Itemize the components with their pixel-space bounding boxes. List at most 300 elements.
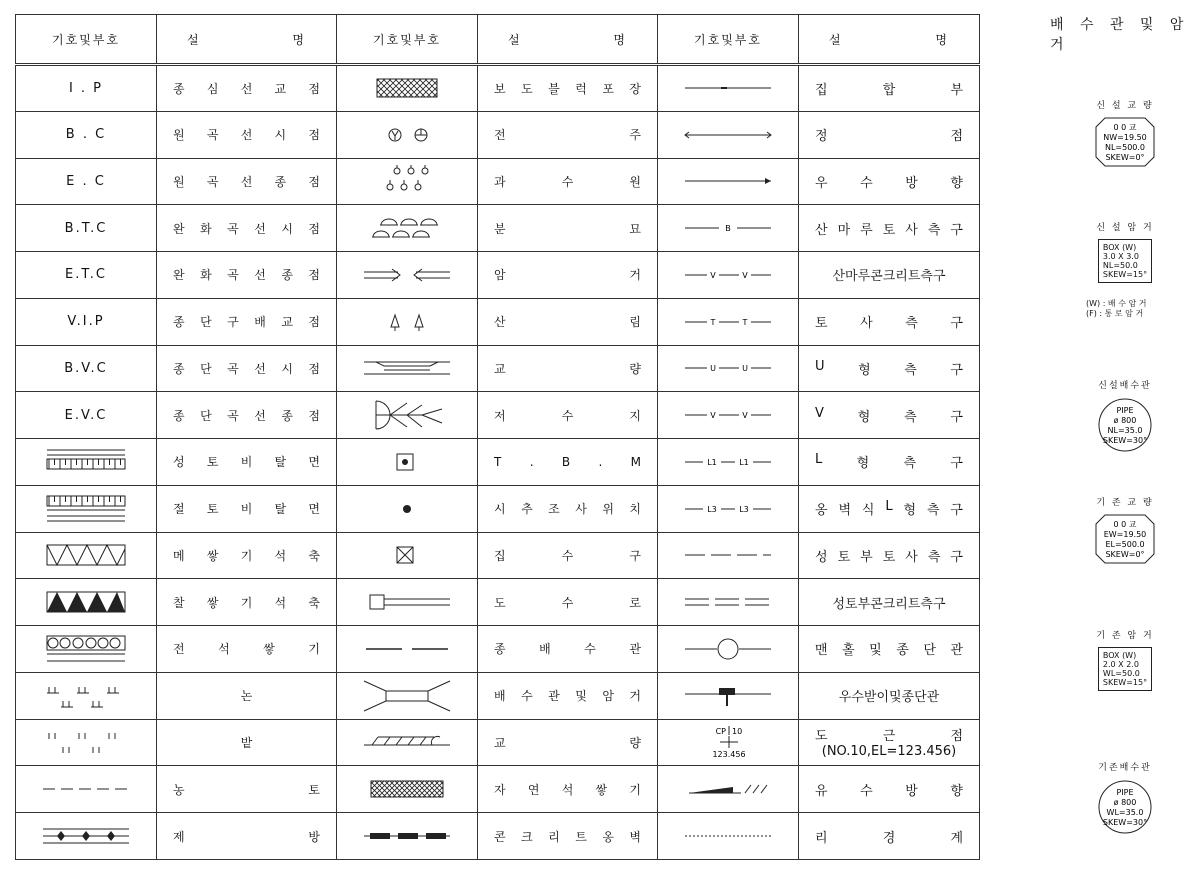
description-char: 기	[240, 548, 253, 563]
symbol-cell	[658, 158, 799, 205]
description-char: 점	[308, 174, 320, 189]
line-label: L3	[707, 504, 717, 514]
mark-line: ø 800	[1113, 798, 1137, 807]
symbol-code: B.V.C	[64, 360, 108, 376]
description-char: 측	[903, 456, 917, 472]
table-row	[16, 532, 980, 579]
header-desc: 설 명	[157, 15, 337, 65]
description-cell	[478, 345, 658, 392]
description-char: 측	[904, 409, 917, 425]
description-char: 측	[905, 316, 918, 332]
symbol-cell	[16, 439, 157, 486]
description-char: 리	[815, 830, 828, 846]
mark-line: SKEW=30°	[1102, 818, 1148, 827]
table-row	[16, 111, 980, 158]
description-char: 수	[561, 408, 574, 423]
description-char: 자	[494, 782, 506, 797]
description-char: 크	[521, 829, 533, 844]
table-row	[16, 766, 980, 813]
description-char: 종	[281, 268, 293, 283]
hexagon-icon	[1095, 117, 1155, 167]
description-char: 수	[561, 595, 574, 610]
mark-line: NL=35.0	[1107, 426, 1143, 435]
description-char: 석	[274, 548, 287, 563]
description-char: 전	[173, 642, 185, 657]
description-char: 종	[173, 81, 185, 96]
description-char: 형	[857, 409, 871, 425]
new-culvert-legend	[1060, 220, 1190, 319]
symbol-cell	[337, 111, 478, 158]
cp-elevation: 123.456	[712, 750, 746, 760]
description-char: 구	[950, 362, 963, 378]
mark-line: NL=500.0	[1104, 143, 1146, 152]
symbol-cell	[16, 65, 157, 112]
description-char: 종	[896, 643, 909, 659]
description-cell	[478, 579, 658, 626]
description-char: 집	[815, 82, 828, 98]
description-char: 루	[860, 222, 873, 238]
description-cell	[478, 205, 658, 252]
description-cell	[478, 111, 658, 158]
description-char: 석	[561, 782, 574, 797]
description-char: 연	[527, 782, 540, 797]
description-char: 량	[629, 361, 641, 376]
symbol-cell	[16, 813, 157, 860]
description-cell	[478, 252, 658, 299]
description-cell	[799, 485, 980, 532]
description-cell	[157, 532, 337, 579]
description-char: 쌓	[206, 548, 219, 563]
description-char: 근	[882, 729, 896, 745]
mark-line: PIPE	[1116, 788, 1134, 797]
description-char: 배	[539, 642, 551, 657]
symbol-cell	[337, 672, 478, 719]
description-char: 기	[308, 642, 320, 657]
description-char: 쌓	[206, 595, 219, 610]
description-char: 원	[173, 174, 185, 189]
description-cell	[799, 158, 980, 205]
old-culvert-legend	[1060, 628, 1190, 691]
mark-line: SKEW=15°	[1102, 270, 1148, 279]
description-char: 부	[860, 549, 873, 565]
symbol-cell	[658, 719, 799, 766]
symbol-cell	[16, 626, 157, 673]
symbol-cell	[337, 65, 478, 112]
description-char: 거	[629, 268, 641, 283]
mark-line: NL=50.0	[1102, 261, 1138, 270]
symbol-cell	[16, 719, 157, 766]
description-char: 구	[950, 503, 963, 519]
description-char: 완	[173, 221, 185, 236]
description-cell	[799, 672, 980, 719]
symbol-legend-table	[15, 14, 980, 860]
description-char: 트	[575, 829, 587, 844]
description-char: 벽	[629, 829, 641, 844]
symbol-cell	[658, 345, 799, 392]
description-char: 포	[602, 81, 614, 96]
symbol-cell	[658, 579, 799, 626]
description-char: 찰	[173, 595, 185, 610]
description-char: 형	[856, 456, 870, 472]
description-char: 종	[173, 315, 185, 330]
description-char: 방	[905, 783, 918, 799]
description-char: 집	[494, 548, 506, 563]
description-char: 구	[227, 315, 239, 330]
description-char: U	[815, 358, 825, 374]
mark-line: SKEW=0°	[1105, 153, 1145, 162]
symbol-cell	[337, 158, 478, 205]
symbol-cell	[337, 719, 478, 766]
description-char: 도	[815, 729, 828, 745]
table-row	[16, 579, 980, 626]
description-cell	[478, 719, 658, 766]
symbol-code: E.T.C	[65, 267, 107, 283]
header-desc: 설 명	[799, 15, 980, 65]
description-char: 선	[254, 268, 266, 283]
description-char: 암	[602, 689, 614, 704]
description-char: 관	[548, 689, 560, 704]
table-row	[16, 626, 980, 673]
description-char: 구	[950, 409, 963, 425]
symbol-cell	[337, 439, 478, 486]
description-char: 축	[308, 548, 320, 563]
symbol-cell	[658, 766, 799, 813]
box-culvert-mark	[1098, 647, 1152, 691]
mark-line: WL=50.0	[1102, 669, 1140, 678]
line-label: U	[710, 364, 716, 374]
description-char: 종	[274, 174, 287, 189]
description-char: 선	[254, 361, 266, 376]
symbol-cell	[16, 485, 157, 532]
description-char: 로	[629, 595, 641, 610]
description-char: 선	[240, 174, 253, 189]
description-char: 옹	[602, 829, 614, 844]
description-char: 곡	[206, 174, 219, 189]
symbol-cell	[16, 205, 157, 252]
description-cell	[478, 672, 658, 719]
description-char: 유	[815, 783, 828, 799]
old-bridge-legend	[1060, 495, 1190, 568]
description-char: 구	[950, 456, 963, 472]
description-char: 합	[882, 82, 896, 98]
description-char: 탈	[274, 455, 287, 470]
description-char: 단	[923, 643, 936, 659]
description-char: 경	[882, 830, 896, 846]
description-char: 선	[240, 128, 253, 143]
mark-line: SKEW=15°	[1102, 678, 1148, 687]
description-char: 리	[548, 829, 560, 844]
description-char: 단	[200, 361, 212, 376]
table-row	[16, 485, 980, 532]
symbol-cell	[658, 439, 799, 486]
description-char: 홀	[842, 643, 855, 659]
old-pipe-legend	[1060, 760, 1190, 839]
symbol-cell	[658, 485, 799, 532]
symbol-cell	[16, 579, 157, 626]
mark-line: EL=500.0	[1105, 540, 1145, 549]
symbol-cell	[16, 111, 157, 158]
line-label: V	[742, 270, 748, 280]
description-cell	[157, 626, 337, 673]
table-row	[16, 439, 980, 486]
description-char: 단	[200, 315, 212, 330]
symbol-cell	[658, 65, 799, 112]
description-char: 저	[494, 408, 506, 423]
description-char: 수	[860, 783, 873, 799]
description-char: 우	[815, 175, 828, 191]
new-bridge-legend	[1060, 98, 1190, 171]
description-char: 곡	[227, 408, 239, 423]
description-char: 사	[905, 549, 918, 565]
line-label: B	[725, 224, 731, 234]
description-char: 벽	[838, 503, 852, 519]
line-label: V	[710, 411, 716, 421]
description-cell	[478, 392, 658, 439]
description-char: 심	[206, 81, 219, 96]
description-cell	[157, 205, 337, 252]
description-cell	[157, 719, 337, 766]
description-char: 단	[200, 408, 212, 423]
description-char: 사	[860, 316, 873, 332]
description-char: 면	[308, 455, 320, 470]
description-char: 점	[308, 408, 320, 423]
description-char: 원	[173, 128, 185, 143]
new-pipe-legend	[1060, 378, 1190, 457]
symbol-cell	[337, 345, 478, 392]
description-char: 교	[274, 81, 287, 96]
description-char: 면	[308, 502, 320, 517]
description-char: M	[630, 454, 641, 469]
description-char: 점	[950, 729, 963, 745]
description-char: 메	[173, 548, 185, 563]
description-char: 배	[254, 315, 266, 330]
mark-line: 2.0 X 2.0	[1102, 660, 1139, 669]
mark-line: BOX (W)	[1102, 651, 1137, 660]
box-culvert-mark	[1098, 239, 1152, 283]
description-char: 정	[815, 129, 828, 145]
circle-pipe-icon	[1097, 397, 1153, 453]
description-char: 종	[173, 408, 185, 423]
description-char: 맨	[815, 643, 828, 659]
header-code: 기호및부호	[337, 15, 478, 65]
description-char: 전	[494, 128, 506, 143]
description-char: 조	[548, 502, 560, 517]
line-label: T	[742, 317, 748, 327]
symbol-cell	[658, 298, 799, 345]
description-char: 럭	[575, 81, 587, 96]
description-char: 량	[629, 735, 641, 750]
table-row	[16, 672, 980, 719]
description-char: 도	[494, 595, 506, 610]
symbol-code: B.T.C	[64, 220, 108, 236]
line-label: U	[742, 364, 748, 374]
description-char: 치	[629, 502, 641, 517]
description-char: 구	[629, 548, 641, 563]
table-row	[16, 345, 980, 392]
description-char: 구	[950, 316, 963, 332]
line-label: V	[742, 411, 748, 421]
description-char: 측	[927, 222, 941, 238]
table-row	[16, 813, 980, 860]
symbol-cell	[337, 392, 478, 439]
description-cell	[157, 65, 337, 112]
symbol-cell	[337, 485, 478, 532]
description-cell	[478, 813, 658, 860]
symbol-code: E . C	[66, 173, 106, 189]
table-row	[16, 298, 980, 345]
description-char: 장	[629, 81, 641, 96]
description-cell	[478, 158, 658, 205]
description-char: L	[815, 452, 823, 468]
description-char: 교	[494, 735, 506, 750]
mark-line: NW=19.50	[1103, 133, 1147, 142]
line-label: T	[710, 317, 716, 327]
description-char: 수	[561, 548, 574, 563]
description-cell	[157, 252, 337, 299]
description-char: 콘	[494, 829, 506, 844]
table-row	[16, 205, 980, 252]
description-char: 사	[905, 222, 918, 238]
header-code: 기호및부호	[16, 15, 157, 65]
description-char: 측	[904, 362, 917, 378]
symbol-cell	[16, 158, 157, 205]
description-cell	[799, 813, 980, 860]
description-char: 마	[837, 222, 851, 238]
description-char: 화	[200, 221, 212, 236]
symbol-cell	[16, 532, 157, 579]
mark-line: WL=35.0	[1106, 808, 1144, 817]
new-bridge-label: 신 설 교 량	[1096, 101, 1154, 111]
symbol-code: V.I.P	[67, 314, 105, 330]
description-char: 비	[240, 502, 253, 517]
symbol-cell	[337, 579, 478, 626]
description-char: B	[561, 454, 571, 469]
culvert-notes	[1060, 299, 1190, 319]
description-char: 교	[494, 361, 506, 376]
symbol-cell	[16, 345, 157, 392]
mark-line: 0 0 교	[1113, 520, 1137, 529]
description-char: 기	[240, 595, 253, 610]
description-char: 제	[173, 829, 185, 844]
description-char: 형	[903, 503, 917, 519]
header-desc: 설 명	[478, 15, 658, 65]
description-char: 종	[173, 361, 185, 376]
description-char: 암	[494, 268, 506, 283]
description-char: 선	[240, 81, 253, 96]
description-char: 완	[173, 268, 185, 283]
description-cell	[799, 65, 980, 112]
description-char: 주	[629, 128, 641, 143]
mark-line: 0 0 교	[1113, 123, 1137, 132]
description-char: 관	[950, 643, 963, 659]
description-cell	[157, 485, 337, 532]
symbol-cell	[337, 252, 478, 299]
description-char: T	[494, 454, 502, 469]
description-char: 시	[281, 221, 293, 236]
description-char: 및	[869, 643, 882, 659]
description-cell	[478, 532, 658, 579]
description-char: 향	[950, 175, 963, 191]
symbol-cell	[16, 392, 157, 439]
mark-line: ø 800	[1113, 416, 1137, 425]
description-char: 곡	[227, 361, 239, 376]
table-row	[16, 252, 980, 299]
description-char: 산마루콘크리트측구	[832, 269, 946, 285]
description-cell	[799, 392, 980, 439]
description-cell	[799, 719, 980, 766]
description-cell	[157, 111, 337, 158]
description-char: .	[529, 454, 534, 469]
symbol-cell	[658, 392, 799, 439]
mark-line: BOX (W)	[1102, 243, 1137, 252]
description-char: 절	[173, 502, 185, 517]
description-text: 논	[240, 689, 253, 704]
symbol-cell	[658, 205, 799, 252]
symbol-cell	[658, 532, 799, 579]
description-char: 기	[629, 782, 641, 797]
description-char: 형	[858, 362, 871, 378]
description-cell	[478, 626, 658, 673]
mark-line: SKEW=0°	[1105, 550, 1145, 559]
old-pipe-label: 기존배수관	[1098, 763, 1152, 773]
old-bridge-label: 기 존 교 량	[1096, 498, 1154, 508]
description-char: 과	[494, 174, 506, 189]
description-char: 농	[173, 782, 185, 797]
description-cell	[157, 392, 337, 439]
sidebar-title: 배 수 관 및 암 거	[1050, 17, 1190, 53]
description-char: 배	[494, 689, 506, 704]
symbol-cell	[658, 252, 799, 299]
description-cell	[157, 345, 337, 392]
symbol-cell	[337, 766, 478, 813]
description-char: 석	[274, 595, 287, 610]
description-char: 토	[882, 549, 896, 565]
description-cell	[157, 766, 337, 813]
description-char: L	[885, 499, 893, 515]
description-char: 쌓	[263, 642, 275, 657]
table-row	[16, 65, 980, 112]
description-cell	[799, 205, 980, 252]
description-cell	[799, 579, 980, 626]
description-text: 밭	[240, 735, 253, 750]
new-culvert-label: 신 설 암 거	[1096, 223, 1154, 233]
symbol-cell	[658, 111, 799, 158]
description-cell	[799, 766, 980, 813]
symbol-cell	[337, 205, 478, 252]
description-char: 수	[561, 174, 574, 189]
table-row	[16, 392, 980, 439]
description-char: 산	[815, 222, 828, 238]
cp-number: 10	[732, 727, 743, 737]
table-row	[16, 719, 980, 766]
description-char: 계	[950, 830, 963, 846]
description-char: 곡	[206, 128, 219, 143]
description-cell	[478, 766, 658, 813]
description-char: 화	[200, 268, 212, 283]
description-char: 산	[494, 315, 506, 330]
description-cell	[478, 65, 658, 112]
description-char: 블	[548, 81, 560, 96]
description-char: 탈	[274, 502, 287, 517]
description-char: 석	[218, 642, 230, 657]
description-char: 추	[521, 502, 533, 517]
description-char: V	[815, 405, 824, 421]
description-char: 점	[308, 315, 320, 330]
mark-line: 3.0 X 3.0	[1102, 252, 1139, 261]
description-char: 선	[254, 221, 266, 236]
description-char: 사	[575, 502, 587, 517]
description-char: 시	[274, 128, 287, 143]
